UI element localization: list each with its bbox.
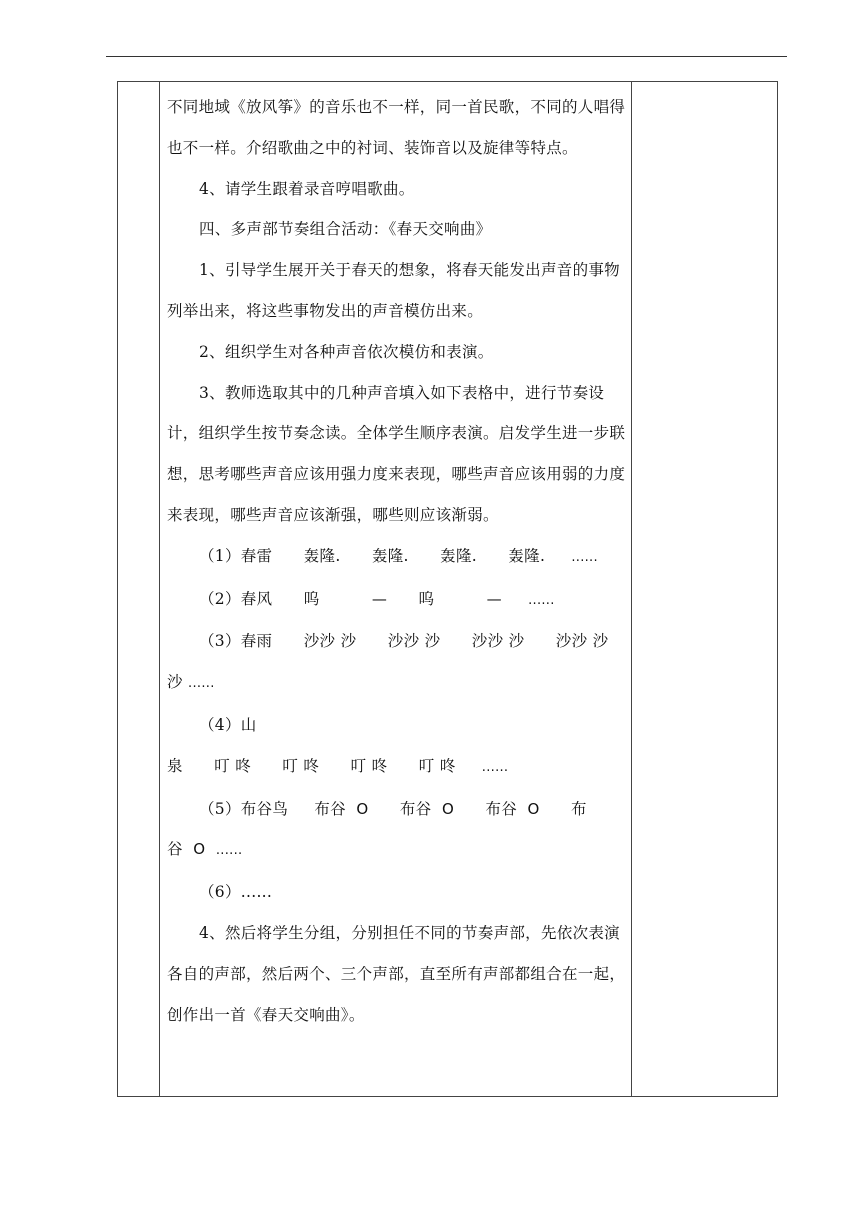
rhythm-beat: 轰隆.	[371, 546, 409, 565]
rhythm-beat-wrap: 布	[571, 799, 587, 818]
rhythm-beat: 叮 咚	[350, 756, 388, 775]
right-column-cell	[632, 82, 778, 1097]
rhythm-ellipsis: ......	[188, 676, 215, 692]
main-content-cell	[160, 82, 632, 1097]
rhythm-line-cuckoo-wrap	[167, 829, 627, 872]
paragraph-group-performance: 4、然后将学生分组，分别担任不同的节奏声部，先依次表演各自的声部，然后两个、三个声部，直至所有声部都组合在一起，创作出一首《春天交响曲》。	[167, 923, 626, 1024]
rhythm-o: O	[193, 840, 206, 859]
paragraph-hum-along: 4、请学生跟着录音哼唱歌曲。	[199, 179, 415, 198]
rhythm-o: O	[356, 799, 369, 818]
paragraph-imagine-spring: 1、引导学生展开关于春天的想象，将春天能发出声音的事物列举出来，将这些事物发出的声音模仿出来。	[167, 261, 620, 320]
rhythm-sound: 呜	[303, 589, 320, 608]
rhythm-beat: 布谷	[314, 799, 346, 818]
paragraph-rhythm-design: 3、教师选取其中的几种声音填入如下表格中，进行节奏设计，组织学生按节奏念读。全体学生顺序表演。启发学生进一步联想，思考哪些声音应该用强力度来表现，哪些声音应该用弱的力度来表现，哪些声音应该渐强，哪些则应该渐弱。	[167, 383, 626, 524]
left-column-cell	[118, 82, 160, 1097]
rhythm-line-mountain-spring-label	[167, 705, 627, 746]
paragraph-folk-song-regions: 不同地域《放风筝》的音乐也不一样，同一首民歌，不同的人唱得也不一样。介绍歌曲之中的衬词、装饰音以及旋律等特点。	[167, 98, 626, 157]
rhythm-beat: 沙沙 沙	[303, 632, 357, 651]
rhythm-beat-tail: 谷	[167, 840, 183, 859]
rhythm-beat: 轰隆.	[508, 546, 546, 565]
rhythm-dash: —	[486, 589, 502, 608]
rhythm-beat: 布谷	[399, 799, 432, 818]
rhythm-line-spring-rain	[167, 621, 627, 705]
rhythm-label: （1）春雷	[199, 546, 273, 565]
rhythm-beat: 叮 咚	[282, 756, 320, 775]
rhythm-beat: 布谷	[485, 799, 518, 818]
rhythm-dash: —	[371, 589, 388, 608]
rhythm-beat: 沙沙 沙	[387, 632, 441, 651]
rhythm-ellipsis: ......	[481, 759, 509, 775]
rhythm-line-mountain-spring-beats	[167, 746, 627, 789]
rhythm-sound: 呜	[418, 589, 435, 608]
rhythm-label: （4）山	[199, 715, 257, 734]
rhythm-o: O	[441, 799, 455, 818]
lesson-content	[160, 82, 631, 1035]
lesson-plan-table	[117, 81, 778, 1097]
rhythm-ellipsis: ......	[528, 592, 555, 608]
rhythm-beat: 叮 咚	[214, 756, 252, 775]
rhythm-line-spring-wind	[167, 579, 627, 622]
paragraph-imitate-sounds: 2、组织学生对各种声音依次模仿和表演。	[199, 342, 494, 361]
rhythm-line-spring-thunder	[167, 536, 627, 579]
rhythm-label: （2）春风	[199, 589, 273, 608]
rhythm-ellipsis: ......	[215, 843, 243, 859]
rhythm-beat: 叮 咚	[418, 756, 456, 775]
rhythm-line-more: （6）......	[199, 883, 273, 902]
rhythm-label: （3）春雨	[199, 632, 273, 651]
rhythm-line-cuckoo	[167, 789, 627, 830]
rhythm-beat-tail: 沙	[167, 673, 183, 692]
rhythm-o: O	[527, 799, 540, 818]
rhythm-ellipsis: ......	[571, 549, 598, 565]
rhythm-label: （5）布谷鸟	[199, 799, 289, 818]
header-rule	[106, 56, 787, 57]
rhythm-beat: 轰隆.	[440, 546, 477, 565]
table-row	[118, 82, 778, 1097]
rhythm-beat: 轰隆.	[303, 546, 341, 565]
section-heading-spring-symphony: 四、多声部节奏组合活动：《春天交响曲》	[199, 220, 492, 239]
rhythm-beat-wrap: 沙沙 沙	[555, 632, 609, 651]
rhythm-beat: 沙沙 沙	[471, 632, 525, 651]
rhythm-label-wrap: 泉	[167, 756, 183, 775]
